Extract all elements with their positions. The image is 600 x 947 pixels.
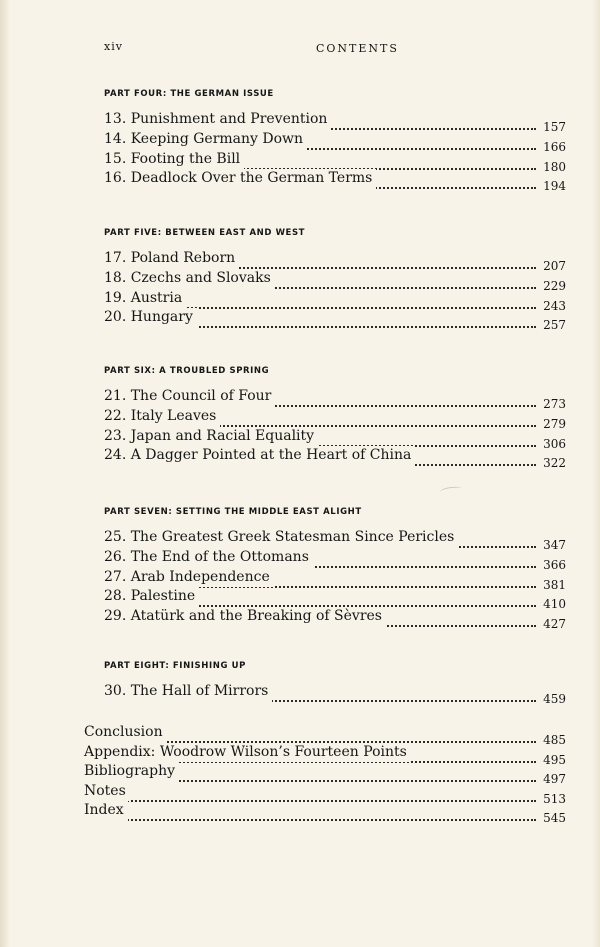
part-title: PART SIX: A TROUBLED SPRING	[104, 366, 270, 376]
toc-entry[interactable]	[104, 308, 566, 333]
page-number: 381	[540, 576, 566, 596]
toc-entry[interactable]	[84, 723, 566, 747]
back-matter-title: Notes	[84, 782, 130, 802]
page-number: 166	[540, 138, 566, 158]
back-matter-title: Conclusion	[84, 723, 167, 743]
dot-leader	[84, 792, 536, 802]
toc-entry[interactable]	[104, 387, 566, 411]
part-title: PART FOUR: THE GERMAN ISSUE	[104, 89, 274, 99]
page-number: 207	[540, 257, 566, 277]
chapter-title: 21. The Council of Four	[104, 387, 275, 407]
page-shadow-right	[592, 0, 600, 947]
chapter-title: 30. The Hall of Mirrors	[104, 682, 272, 702]
chapter-title: 25. The Greatest Greek Statesman Since Pericles	[104, 528, 458, 548]
page-number: 497	[540, 770, 566, 790]
chapter-title: 28. Palestine	[104, 587, 199, 607]
page-number: 257	[540, 316, 566, 336]
page-number: 194	[540, 177, 566, 197]
page-number: 513	[540, 790, 566, 810]
page-number: 545	[540, 809, 566, 829]
chapter-title: 27. Arab Independence	[104, 568, 274, 588]
chapter-title: 24. A Dagger Pointed at the Heart of China	[104, 446, 415, 466]
page-number: 306	[540, 435, 566, 455]
page-number: 229	[540, 277, 566, 297]
toc-entry[interactable]	[104, 446, 566, 471]
toc-entry[interactable]	[104, 130, 566, 154]
chapter-title: 29. Atatürk and the Breaking of Sèvres	[104, 607, 386, 627]
chapter-title: 20. Hungary	[104, 308, 197, 328]
toc-entry[interactable]	[104, 169, 566, 194]
toc-entry[interactable]	[104, 682, 566, 706]
part-title: PART SEVEN: SETTING THE MIDDLE EAST ALIGHT	[104, 507, 362, 517]
back-matter-title: Bibliography	[84, 762, 179, 782]
chapter-title: 15. Footing the Bill	[104, 150, 244, 170]
toc-entry[interactable]	[104, 110, 566, 134]
page-number: 495	[540, 751, 566, 771]
toc-entry[interactable]	[104, 587, 566, 612]
dot-leader	[84, 811, 536, 821]
toc-entry[interactable]	[104, 269, 566, 293]
back-matter-title: Index	[84, 801, 128, 821]
part-six-section	[104, 364, 566, 471]
page-number: 279	[540, 415, 566, 435]
paper-smudge	[440, 486, 463, 496]
page-number: 243	[540, 297, 566, 317]
chapter-title: 16. Deadlock Over the German Terms	[104, 169, 376, 189]
toc-entry[interactable]	[104, 289, 566, 313]
chapter-title: 22. Italy Leaves	[104, 407, 220, 427]
toc-entry[interactable]	[84, 801, 566, 826]
back-matter-section	[84, 723, 566, 826]
page-number: 347	[540, 536, 566, 556]
page-number: 427	[540, 615, 566, 635]
page-number: 322	[540, 454, 566, 474]
chapter-title: 17. Poland Reborn	[104, 249, 239, 269]
page-number: 459	[540, 690, 566, 710]
toc-entry[interactable]	[104, 607, 566, 632]
chapter-title: 18. Czechs and Slovaks	[104, 269, 275, 289]
toc-entry[interactable]	[104, 548, 566, 572]
part-eight-section	[104, 659, 566, 706]
page-number: 273	[540, 395, 566, 415]
toc-entry[interactable]	[104, 568, 566, 592]
part-five-section	[104, 226, 566, 333]
chapter-title: 14. Keeping Germany Down	[104, 130, 307, 150]
page-shadow-left	[0, 0, 10, 947]
toc-entry[interactable]	[104, 249, 566, 273]
chapter-title: 19. Austria	[104, 289, 186, 309]
part-four-section	[104, 87, 566, 194]
part-title: PART FIVE: BETWEEN EAST AND WEST	[104, 228, 306, 238]
chapter-title: 26. The End of the Ottomans	[104, 548, 313, 568]
page-number: 410	[540, 595, 566, 615]
toc-entry[interactable]	[84, 743, 566, 767]
page-header	[104, 40, 490, 56]
toc-entry[interactable]	[84, 762, 566, 787]
page-number: 180	[540, 158, 566, 178]
back-matter-title: Appendix: Woodrow Wilson’s Fourteen Points	[84, 743, 411, 763]
page-number: 366	[540, 556, 566, 576]
page-number: 157	[540, 118, 566, 138]
page-number: 485	[540, 731, 566, 751]
toc-entry[interactable]	[104, 528, 566, 552]
running-head: CONTENTS	[316, 42, 399, 55]
toc-entry[interactable]	[84, 782, 566, 806]
chapter-title: 23. Japan and Racial Equality	[104, 427, 318, 447]
toc-entry[interactable]	[104, 407, 566, 431]
part-title: PART EIGHT: FINISHING UP	[104, 661, 246, 671]
chapter-title: 13. Punishment and Prevention	[104, 110, 331, 130]
toc-entry[interactable]	[104, 150, 566, 174]
toc-entry[interactable]	[104, 427, 566, 451]
part-seven-section	[104, 505, 566, 632]
folio-page-number: xiv	[104, 40, 123, 53]
